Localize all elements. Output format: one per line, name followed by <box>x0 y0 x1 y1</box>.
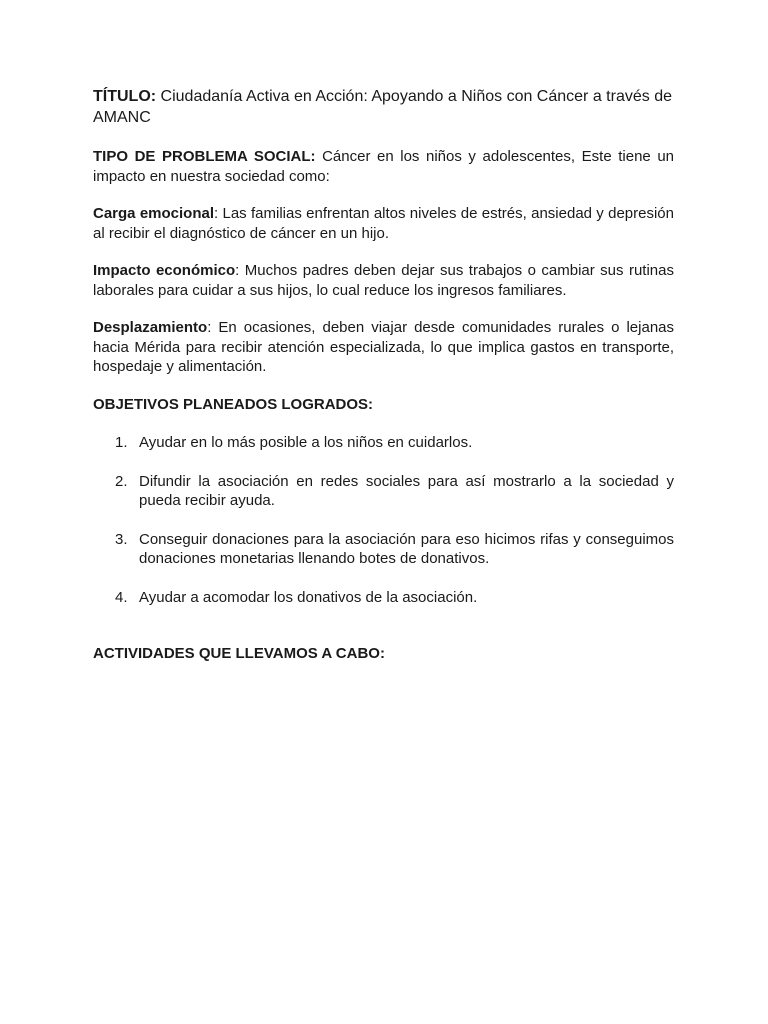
problem-paragraph <box>93 147 674 186</box>
title-text: Ciudadanía Activa en Acción: Apoyando a Niños con Cáncer a través de AMANC <box>93 88 672 126</box>
list-text: Ayudar en lo más posible a los niños en cuidarlos. <box>139 434 473 451</box>
list-item <box>93 472 674 511</box>
list-text: Difundir la asociación en redes sociales para así mostrarlo a la sociedad y pueda recibir ayuda. <box>139 472 674 509</box>
impact-displacement <box>93 318 674 377</box>
problem-label: TIPO DE PROBLEMA SOCIAL: <box>93 148 316 165</box>
list-number: 2. <box>115 472 128 490</box>
impact-economic <box>93 261 674 300</box>
list-number: 4. <box>115 588 128 606</box>
impact-label: Carga emocional <box>93 205 215 222</box>
impact-text: : Muchos padres deben dejar sus trabajos o cambiar sus rutinas laborales para cuidar a sus hijos, lo cual reduce los ingresos familiares. <box>93 262 674 299</box>
impact-emotional <box>93 204 674 243</box>
list-text: Conseguir donaciones para la asociación para eso hicimos rifas y conseguimos donaciones monetarias llenando botes de donativos. <box>139 530 674 567</box>
document-page <box>93 86 674 683</box>
list-item <box>93 588 674 608</box>
list-item <box>93 433 674 453</box>
list-number: 1. <box>115 434 128 451</box>
impact-text: : En ocasiones, deben viajar desde comunidades rurales o lejanas hacia Mérida para recibir atención especializada, lo que implica gastos en transporte, hospedaje y alimentación. <box>93 319 674 375</box>
impact-label: Impacto económico <box>93 262 236 279</box>
title-label: TÍTULO: <box>93 88 157 105</box>
objectives-heading: OBJETIVOS PLANEADOS LOGRADOS: <box>93 395 374 413</box>
problem-text: Cáncer en los niños y adolescentes, Este tiene un impacto en nuestra sociedad como: <box>93 148 675 185</box>
impact-label: Desplazamiento <box>93 319 208 336</box>
list-number: 3. <box>115 530 128 548</box>
objectives-list <box>93 433 674 607</box>
list-item <box>93 530 674 569</box>
list-text: Ayudar a acomodar los donativos de la asociación. <box>139 588 478 606</box>
impact-text: : Las familias enfrentan altos niveles de estrés, ansiedad y depresión al recibir el diagnóstico de cáncer en un hijo. <box>93 205 674 242</box>
activities-heading: ACTIVIDADES QUE LLEVAMOS A CABO: <box>93 645 385 662</box>
document-title <box>93 86 674 128</box>
